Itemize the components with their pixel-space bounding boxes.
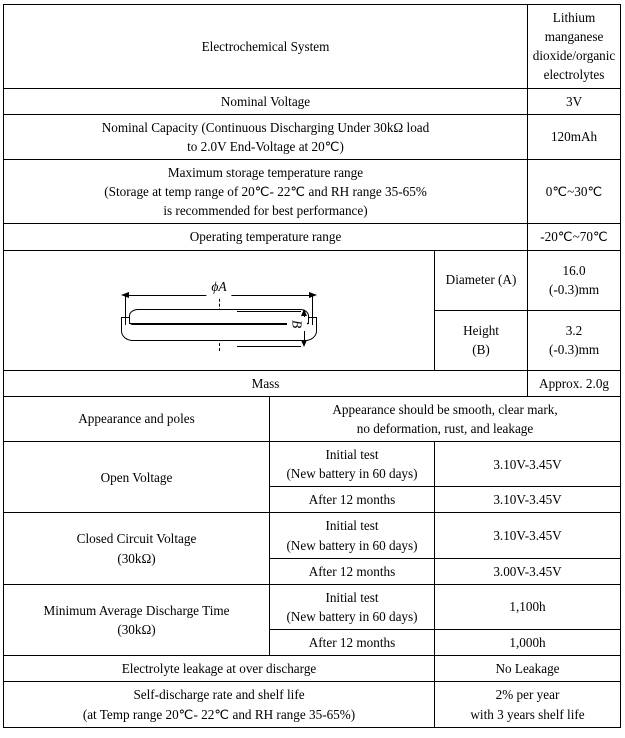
- open-voltage-test-name-initial: [270, 441, 435, 486]
- label-line: (30kΩ): [117, 622, 156, 638]
- label-line: Nominal Capacity (Continuous Discharging Under 30kΩ load: [101, 119, 430, 135]
- label-line: (30kΩ): [117, 550, 156, 566]
- row-value-nominal-capacity: 120mAh: [528, 114, 621, 159]
- extension-line-left: [125, 295, 126, 325]
- discharge-test-name-12months: After 12 months: [270, 630, 435, 656]
- table-row: [4, 584, 621, 629]
- ccv-test-name-12months: After 12 months: [270, 558, 435, 584]
- row-label-mass: Mass: [4, 370, 528, 396]
- open-voltage-value-12months: 3.10V-3.45V: [435, 487, 621, 513]
- row-label-max-storage-temp: [4, 159, 528, 223]
- table-row: [4, 114, 621, 159]
- row-value-max-storage-temp: 0℃~30℃: [528, 159, 621, 223]
- ccv-value-12months: 3.00V-3.45V: [435, 558, 621, 584]
- value-line: Lithium manganese: [544, 10, 604, 45]
- label-line: Minimum Average Discharge Time: [43, 602, 230, 618]
- table-row: [4, 224, 621, 250]
- table-row: [4, 682, 621, 727]
- height-dimension: [289, 309, 315, 349]
- dimension-value-height: [528, 310, 621, 370]
- dimension-label-height: [435, 310, 528, 370]
- extension-line-bottom: [237, 346, 301, 347]
- ccv-test-name-initial: [270, 513, 435, 558]
- height-dimension-label: B: [287, 317, 307, 331]
- extension-line-top: [237, 311, 301, 312]
- row-value-electrolyte-leakage: No Leakage: [435, 656, 621, 682]
- value-line: dioxide/organic electrolytes: [532, 48, 616, 83]
- row-label-appearance: Appearance and poles: [4, 396, 270, 441]
- battery-dimension-drawing: [4, 250, 435, 370]
- open-voltage-test-name-12months: After 12 months: [270, 487, 435, 513]
- table-row: [4, 396, 621, 441]
- row-value-self-discharge: [435, 682, 621, 727]
- row-label-self-discharge: [4, 682, 435, 727]
- value-line: with 3 years shelf life: [470, 706, 585, 722]
- label-line: to 2.0V End-Voltage at 20℃): [187, 138, 344, 154]
- table-row: [4, 370, 621, 396]
- table-row: [4, 159, 621, 223]
- value-line: Appearance should be smooth, clear mark,: [332, 401, 558, 417]
- arrow-up-icon: [301, 309, 307, 316]
- dimension-value-diameter: [528, 250, 621, 310]
- label-line: Height: [463, 322, 499, 338]
- table-row: [4, 441, 621, 486]
- label-line: is recommended for best performance): [163, 203, 368, 219]
- discharge-test-name-initial: [270, 584, 435, 629]
- row-label-electrochemical-system: Electrochemical System: [4, 5, 528, 89]
- value-line: 2% per year: [495, 687, 560, 703]
- row-label-nominal-capacity: [4, 114, 528, 159]
- table-row: [4, 5, 621, 89]
- diameter-dimension: [121, 281, 317, 299]
- diameter-dimension-label: ϕA: [206, 277, 231, 297]
- label-line: (Storage at temp range of 20℃- 22℃ and RH range 35-65%: [104, 184, 427, 200]
- table-row: [4, 513, 621, 558]
- table-row: [4, 656, 621, 682]
- row-value-mass: Approx. 2.0g: [528, 370, 621, 396]
- label-line: Initial test: [325, 589, 379, 605]
- value-line: (-0.3)mm: [548, 282, 600, 298]
- table-row: [4, 88, 621, 114]
- battery-seam-line: [129, 323, 309, 324]
- discharge-value-12months: 1,000h: [435, 630, 621, 656]
- value-line: 16.0: [562, 262, 586, 278]
- label-line: Self-discharge rate and shelf life: [133, 687, 305, 703]
- battery-specification-table: [3, 4, 621, 728]
- row-value-electrochemical-system: [528, 5, 621, 89]
- value-line: 3.2: [565, 322, 583, 338]
- row-label-closed-circuit-voltage: [4, 513, 270, 584]
- dimension-label-diameter: Diameter (A): [435, 250, 528, 310]
- row-value-operating-temp: -20℃~70℃: [528, 224, 621, 250]
- row-value-nominal-voltage: 3V: [528, 88, 621, 114]
- open-voltage-value-initial: 3.10V-3.45V: [435, 441, 621, 486]
- ccv-value-initial: 3.10V-3.45V: [435, 513, 621, 558]
- value-line: no deformation, rust, and leakage: [356, 420, 534, 436]
- label-line: Initial test: [325, 446, 379, 462]
- value-line: (-0.3)mm: [548, 342, 600, 358]
- row-label-min-avg-discharge-time: [4, 584, 270, 655]
- row-label-open-voltage: Open Voltage: [4, 441, 270, 512]
- arrow-right-icon: [309, 292, 317, 298]
- label-line: (New battery in 60 days): [286, 608, 418, 624]
- row-label-operating-temp: Operating temperature range: [4, 224, 528, 250]
- table-row-dimensions: [4, 250, 621, 310]
- row-value-appearance: [270, 396, 621, 441]
- label-line: Closed Circuit Voltage: [76, 531, 197, 547]
- label-line: (B): [472, 342, 490, 358]
- label-line: (New battery in 60 days): [286, 537, 418, 553]
- row-label-nominal-voltage: Nominal Voltage: [4, 88, 528, 114]
- label-line: (New battery in 60 days): [286, 466, 418, 482]
- row-label-electrolyte-leakage: Electrolyte leakage at over discharge: [4, 656, 435, 682]
- label-line: Maximum storage temperature range: [167, 164, 364, 180]
- label-line: (at Temp range 20℃- 22℃ and RH range 35-65%): [82, 706, 356, 722]
- discharge-value-initial: 1,100h: [435, 584, 621, 629]
- arrow-down-icon: [301, 340, 307, 347]
- label-line: Initial test: [325, 518, 379, 534]
